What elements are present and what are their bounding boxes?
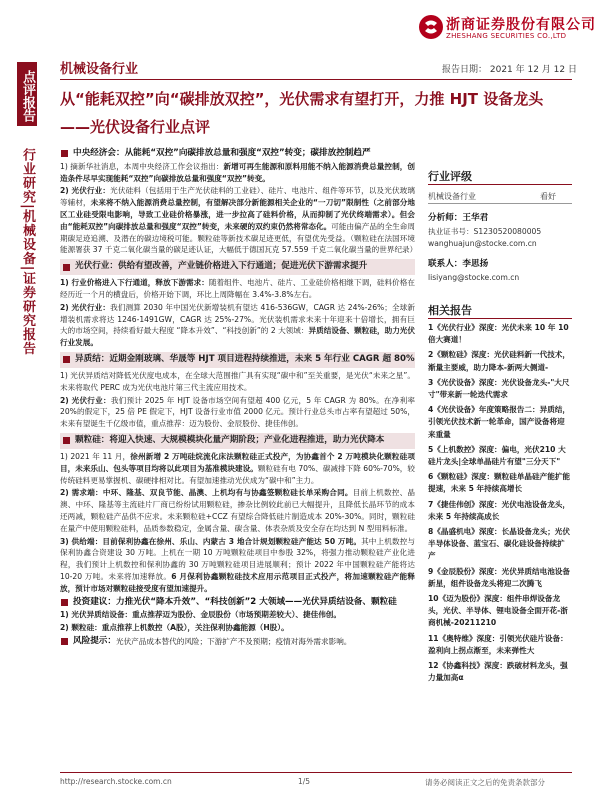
- footer-divider: [60, 772, 572, 773]
- analyst-email[interactable]: wanghuajun@stocke.com.cn: [428, 239, 537, 248]
- paragraph: 2) 光伏行业：我们预计 2025 年 HJT 设备市场空间有望超 400 亿元，5 年 CAGR 为 80%。在净利率 20%的假定下，25 倍 PE 假定下，HJT 设备行业市值 2000 亿元。预计行业总头市占率有望超过 50%，未来有望诞生千亿级市值，重点推荐：迈为股份、金辰股份、捷佳伟创。: [60, 395, 415, 429]
- bullet-square-icon: [63, 437, 70, 444]
- bullet-square-icon: [61, 638, 68, 645]
- paragraph: 3) 供给端：目前保利协鑫在徐州、乐山、内蒙古 3 地合计规划颗粒硅产能达 50 万吨。其中上机数控与保利协鑫合资建设 30 万吨。上机在一期 10 万吨颗粒硅项目中参股 32%，将强力推动颗粒硅产业化进程，我们预计上机数控和保利协鑫的 30 万吨颗粒硅项目进展顺利；预计 2022 年中国颗粒硅产能将达 10-20 万吨。未来将加速释放。6 月保利协鑫颗粒硅技术应用示范项目正式投产，将加速颗粒硅产能释放，预计市场对颗粒硅接受度有望加速提升。: [60, 536, 415, 593]
- paragraph: 1) 行业价格进入下行通道，释放下游需求：随着组件、电池片、硅片、工业硅价格相继下调，硅料价格在经历近一个月的横盘后，价格开始下调，环比上周降幅在 3.4%-3.8%左右。: [60, 278, 415, 299]
- bullet-square-icon: [63, 264, 70, 271]
- report-item[interactable]: 12《协鑫科技》深度：跌破材料龙头，强力量加高α: [428, 661, 568, 683]
- side-label: 行业研究|机械设备|证券研究报告: [20, 148, 35, 356]
- report-item[interactable]: 11《奥特维》深度：引领光伏硅片设备：盈利向上拐点渐至，未来弹性大: [428, 633, 568, 655]
- rating-title: 行业评级: [428, 170, 472, 183]
- report-item[interactable]: 1《光伏行业》深度：光伏未来 10 年 10 倍大赛道！: [428, 323, 569, 345]
- report-item[interactable]: 10《迈为股份》深度：组件串焊设备龙头，光伏、半导体、锂电设备全面开花-浙商机械-20211210: [428, 594, 568, 628]
- report-item[interactable]: 8《晶盛机电》深度：长晶设备龙头；光伏半导体设备、蓝宝石、碳化硅设备持续扩产: [428, 527, 570, 561]
- paragraph: 2) 光伏行业：光伏硅料（包括用于生产光伏硅料的工业硅）、硅片、电池片、组件等环节，以及光伏玻璃等辅材，未来将不纳入能源消费总量控制，有望解决部分新能源相关企业的“一刀切”限制性（之前部分地区工业硅受限电影响，导致工业硅价格暴涨，进一步拉高了硅料价格，从而抑制了光伏终端需求）。但会由“能耗双控”向碳排放总量和强度“双控”转变，未来硬的双约束仍然将常态化。可能由偏产品的全生命周期碳足迹追溯、及潜在的碳边境税可能。颗粒硅等新技术碳足迹更低，有望优先受益。（颗粒硅在法国环境能源署获 37 千克二氧化碳当量的碳足迹认证，大幅低于德国瓦克 57.559 千克二氧化碳当量的世界纪录）: [60, 186, 418, 255]
- rating-divider-2: [428, 203, 572, 204]
- paragraph: 1) 光伏异质结对降低光伏度电成本，在全球大范围推广具有实现“碳中和”至关重要，是光伏“未来之星”。未来将取代 PERC 成为光伏电池片第三代主流应用技术。: [60, 370, 415, 392]
- page-title: 从“能耗双控”向“碳排放双控”，光伏需求有望打开，力推 HJT 设备龙头: [60, 90, 544, 108]
- analyst-line: 分析师：王华君: [428, 213, 489, 223]
- contact-email[interactable]: lisiyang@stocke.com.cn: [428, 273, 520, 282]
- related-reports-list: [428, 322, 572, 687]
- report-item[interactable]: 2《颗粒硅》深度：光伏硅料新一代技术，渐量主要威，助力降本-新两大侧道-: [428, 350, 570, 372]
- paragraph: 2) 需求端：中环、隆基、双良节能、晶澳、上机均有与协鑫签颗粒硅长单采购合同。目前上机数控、晶澳、中环、隆基等主流硅片厂商已纷纷试用颗粒硅，掺杂比例较此前已大幅提升，且降低长晶环节的成本还两减，颗粒硅产品供不应求。未来颗粒硅+CCZ 有望综合降低硅片制造成本 20%-30%。同时，颗粒硅在量产中使用颗粒硅料，品质参数稳定，金属含量、碳含量、体表杂质及安全存在均达到 N 型用料标准。: [60, 488, 415, 533]
- paragraph: 2) 光伏行业：我们测算 2030 年中国光伏新增装机有望达 416-536GW，CAGR 达 24%-26%；全球新增装机需求将达 1246-1491GW，CAGR 达 25%-27%。光伏装机需求未来十年迎来十倍增长，拥有巨大的市场空间，持续看好最大程度 “降本升效”、“科技创新”的 2 大领域：异质结设备、颗粒硅，助力光伏行业发展。: [60, 302, 416, 348]
- paragraph: 1) 摘新华社消息，本周中央经济工作会议指出：新增可再生能源和原料用能不纳入能源消费总量控制，创造条件尽早实现能耗“双控”向碳排放总量和强度“双控”转变。: [60, 161, 415, 183]
- bullet-square-icon: [63, 356, 70, 363]
- brand-name-cn: 浙商证券股份有限公司: [446, 17, 596, 33]
- section-heading-4: 颗粒硅：将迎入快速、大规模模块化量产期阶段；产业化进程推进，助力光伏降本: [60, 433, 415, 449]
- report-item[interactable]: 5《上机数控》深度：偏电，光伏210 大硅片龙头|全球单晶硅片有望"三分天下": [428, 444, 566, 467]
- report-item[interactable]: 9《金辰股份》深度：光伏异质结电池设备新星，组件设备龙头将迎二次腾飞: [428, 566, 570, 588]
- section-heading-3: 异质结：近期金刚玻璃、华晟等 HJT 项目进程持续推进，未来 5 年行业 CAGR 超 80%: [60, 352, 415, 368]
- rating-divider: [428, 184, 572, 185]
- footer-url-link[interactable]: http://research.stocke.com.cn: [60, 777, 172, 786]
- section-heading-1: 中央经济会：从能耗“双控”向碳排放总量和强度“双控”转变；碳排放控制趋严: [60, 148, 415, 160]
- footer-disclaimer: 请务必阅读正文之后的免责条款部分: [425, 778, 545, 787]
- sector-label: 机械设备行业: [60, 62, 139, 77]
- section-heading-5: 投资建议：力推光伏“降本升效”、“科技创新”2 大领域——光伏异质结设备、颗粒硅: [60, 597, 415, 609]
- analyst-cert: 执业证书号：S1230520080005: [428, 227, 542, 236]
- header-divider: [60, 79, 572, 80]
- report-item[interactable]: 3《光伏设备》深度：光伏设备龙头-"大尺寸"带来新一轮迭代需求: [428, 377, 570, 400]
- related-reports-title: 相关报告: [428, 304, 472, 317]
- reports-divider: [428, 318, 572, 319]
- paragraph: 1) 2021 年 11 月，徐州新增 2 万吨硅烷流化床法颗粒硅正式投产，为协鑫首个 2 万吨模块化颗粒硅项目，未来乐山、包头等项目均将以此项目为基准模块建设。颗粒硅有电 70%、碳减排下降 60%-70%，较传统硅料更易掌握机、碳硬排相对比。有望加速推动光伏成为“碳中和”主力。: [60, 451, 416, 485]
- paragraph: 1) 光伏异质结设备：重点推荐迈为股份、金辰股份（市场预期差较大）、捷佳伟创。: [60, 610, 341, 620]
- main-content: [60, 146, 418, 649]
- rating-value: 看好: [540, 192, 556, 201]
- report-item[interactable]: 4《光伏设备》年度策略报告二：异质结，引领光伏技术新一轮革命，国产设备将迎来重量: [428, 405, 570, 439]
- report-item[interactable]: 7《捷佳伟创》深度：光伏电池设备龙头，未来 5 年持续高成长: [428, 499, 570, 521]
- bullet-square-icon: [61, 150, 68, 157]
- paragraph: 2) 颗粒硅：重点推荐上机数控（A股），关注保利协鑫能源（H股）。: [60, 623, 289, 633]
- contact-line: 联系人：李思扬: [428, 259, 489, 269]
- report-type-badge: 点评报告: [17, 62, 37, 126]
- report-date: 报告日期： 2021 年 12 月 12 日: [442, 65, 577, 75]
- risk-heading: 风险提示： 光伏产品成本替代的风险；下游扩产不及预期；疫情对海外需求影响。: [60, 636, 415, 648]
- bullet-square-icon: [61, 599, 68, 606]
- report-item[interactable]: 6《颗粒硅》深度：颗粒硅单晶硅产能扩能提速，未来 5 年持续高增长: [428, 472, 570, 494]
- section-heading-2: 光伏行业：供给有望改善，产业链价格进入下行通道；促进光伏下游需求提升: [60, 259, 415, 275]
- brand-name-en: ZHESHANG SECURITIES CO.,LTD: [446, 32, 567, 40]
- page-number: 1/5: [298, 777, 311, 786]
- page-subtitle: ——光伏设备行业点评: [60, 118, 211, 136]
- company-logo-icon: [418, 14, 444, 40]
- rating-sector: 机械设备行业: [428, 192, 476, 201]
